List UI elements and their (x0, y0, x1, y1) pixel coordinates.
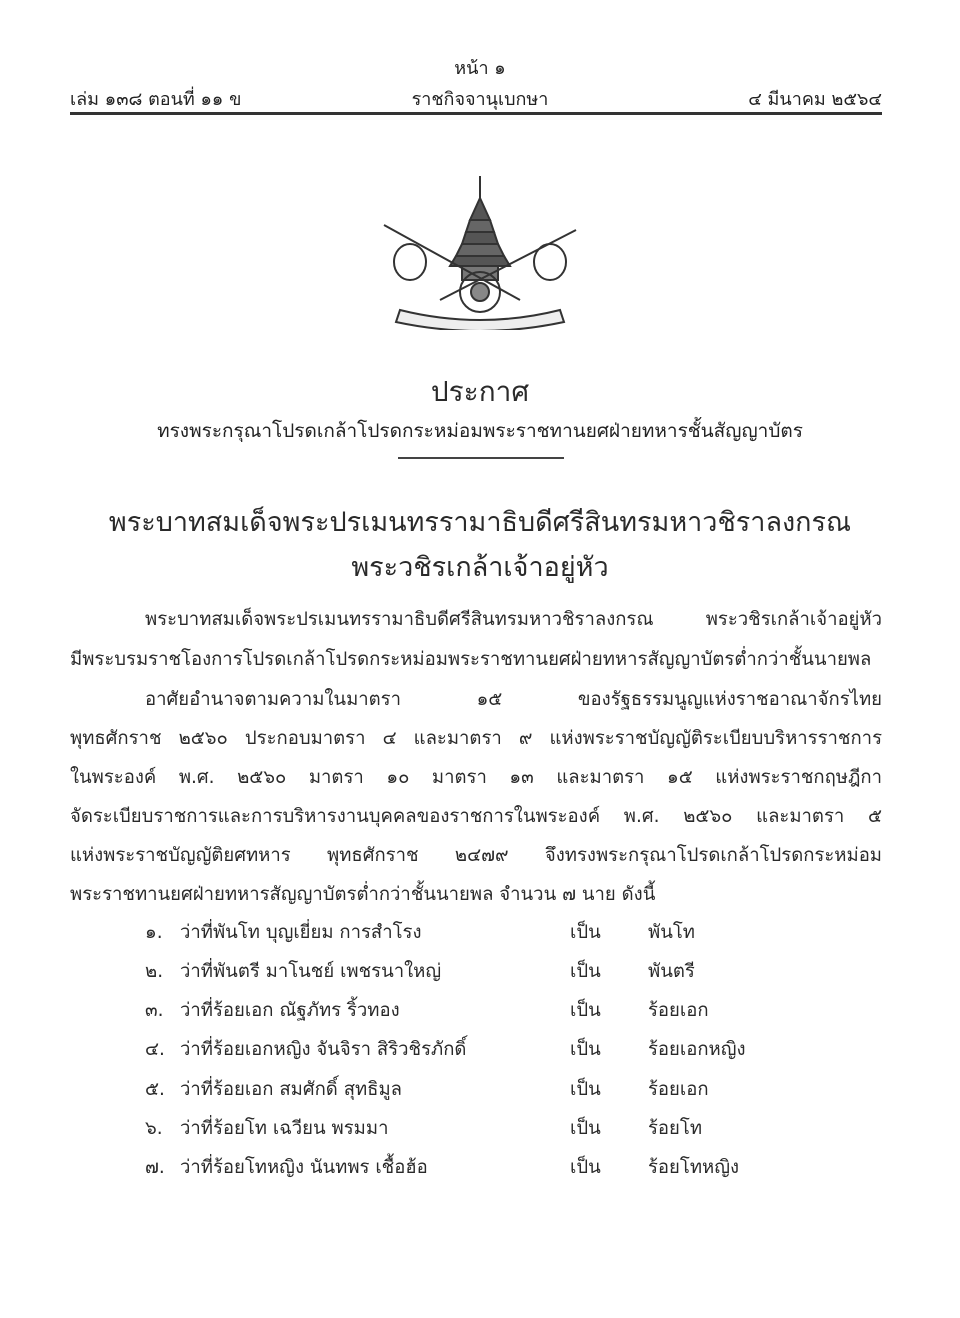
publish-date: ๔ มีนาคม ๒๕๖๔ (748, 89, 882, 110)
gazette-name: ราชกิจจานุเบกษา (411, 89, 549, 110)
item-be: เป็น (570, 1079, 601, 1100)
body-line: พระบาทสมเด็จพระปรเมนทรรามาธิบดีศรีสินทรมหาวชิราลงกรณ พระวชิรเกล้าเจ้าอยู่หัว (145, 609, 882, 630)
king-name-line1: พระบาทสมเด็จพระปรเมนทรรามาธิบดีศรีสินทรมหาวชิราลงกรณ (108, 507, 852, 538)
title-divider (398, 457, 564, 459)
body-line: มีพระบรมราชโองการโปรดเกล้าโปรดกระหม่อมพระราชทานยศฝ่ายทหารสัญญาบัตรต่ำกว่าชั้นนายพล (70, 649, 872, 670)
item-name: ว่าที่ร้อยเอก สมศักดิ์ สุทธิมูล (180, 1079, 403, 1100)
item-rank: ร้อยโท (648, 1118, 703, 1139)
body-line: ในพระองค์ พ.ศ. ๒๕๖๐ มาตรา ๑๐ มาตรา ๑๓ และมาตรา ๑๕ แห่งพระราชกฤษฎีกา (70, 767, 882, 788)
item-rank: ร้อยโทหญิง (648, 1157, 740, 1178)
item-rank: ร้อยเอกหญิง (648, 1039, 746, 1060)
item-number: ๓. (145, 1000, 164, 1021)
item-be: เป็น (570, 1118, 601, 1139)
item-number: ๒. (145, 961, 164, 982)
item-name: ว่าที่ร้อยโทหญิง นันทพร เชื้อฮ้อ (180, 1157, 428, 1178)
item-be: เป็น (570, 1157, 601, 1178)
page-number: หน้า ๑ (454, 58, 506, 79)
body-line: อาศัยอำนาจตามความในมาตรา ๑๕ ของรัฐธรรมนูญแห่งราชอาณาจักรไทย (145, 689, 882, 710)
item-name: ว่าที่พันตรี มาโนชย์ เพชรนาใหญ่ (180, 961, 442, 982)
item-rank: ร้อยเอก (648, 1000, 709, 1021)
item-name: ว่าที่ร้อยโท เฉวียน พรมมา (180, 1118, 389, 1139)
item-rank: ร้อยเอก (648, 1079, 709, 1100)
announcement-subtitle: ทรงพระกรุณาโปรดเกล้าโปรดกระหม่อมพระราชทานยศฝ่ายทหารชั้นสัญญาบัตร (157, 420, 803, 442)
item-be: เป็น (570, 922, 601, 943)
item-number: ๕. (145, 1079, 165, 1100)
body-line: พุทธศักราช ๒๕๖๐ ประกอบมาตรา ๔ และมาตรา ๙ แห่งพระราชบัญญัติระเบียบบริหารราชการ (70, 728, 882, 749)
item-name: ว่าที่พันโท บุญเยี่ยม การสำโรง (180, 922, 422, 943)
item-number: ๑. (145, 922, 163, 943)
king-name-line2: พระวชิรเกล้าเจ้าอยู่หัว (351, 552, 609, 583)
body-line: จัดระเบียบราชการและการบริหารงานบุคคลของราชการในพระองค์ พ.ศ. ๒๕๖๐ และมาตรา ๕ (70, 806, 882, 827)
item-be: เป็น (570, 1039, 601, 1060)
item-name: ว่าที่ร้อยเอกหญิง จันจิรา สิริวชิรภักดิ์ (180, 1039, 467, 1060)
announcement-title: ประกาศ (430, 375, 530, 408)
item-number: ๖. (145, 1118, 163, 1139)
volume-issue: เล่ม ๑๓๘ ตอนที่ ๑๑ ข (70, 89, 242, 110)
item-rank: พันโท (648, 922, 695, 943)
item-rank: พันตรี (648, 961, 695, 982)
item-name: ว่าที่ร้อยเอก ณัฐภัทร ริ้วทอง (180, 1000, 400, 1021)
body-line: พระราชทานยศฝ่ายทหารสัญญาบัตรต่ำกว่าชั้นนายพล จำนวน ๗ นาย ดังนี้ (70, 884, 656, 905)
item-number: ๗. (145, 1157, 165, 1178)
royal-emblem-icon (370, 170, 590, 330)
item-be: เป็น (570, 1000, 601, 1021)
header-divider (70, 112, 882, 115)
item-number: ๔. (145, 1039, 165, 1060)
body-line: แห่งพระราชบัญญัติยศทหาร พุทธศักราช ๒๔๗๙ จึงทรงพระกรุณาโปรดเกล้าโปรดกระหม่อม (70, 845, 882, 866)
item-be: เป็น (570, 961, 601, 982)
